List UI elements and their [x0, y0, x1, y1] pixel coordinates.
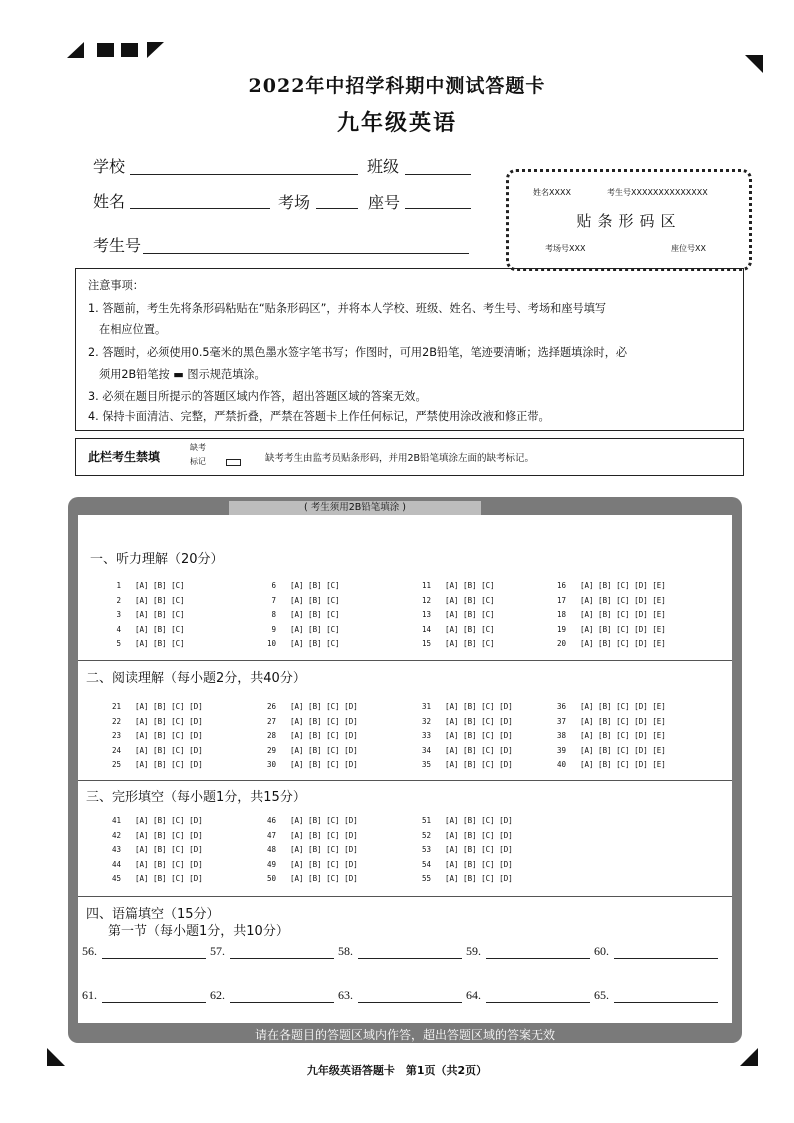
question-number: 2: [116, 595, 121, 605]
question-row[interactable]: [250, 874, 358, 883]
answer-options[interactable]: [A] [B] [C]: [135, 610, 185, 619]
blank-number: 61.: [82, 988, 97, 1002]
question-number: 41: [111, 816, 121, 825]
question-number: 11: [421, 581, 431, 590]
answer-options[interactable]: [A] [B] [C] [D] [E]: [580, 610, 666, 619]
question-row[interactable]: [250, 816, 358, 825]
answer-options[interactable]: [A] [B] [C]: [290, 595, 340, 605]
question-number: 46: [266, 816, 276, 825]
question-row[interactable]: [405, 596, 495, 605]
corner-mark-square-1: [97, 43, 114, 57]
question-number: 34: [421, 745, 431, 755]
answer-options[interactable]: [A] [B] [C] [D]: [290, 845, 358, 854]
notes-line-3: 2. 答题时，必须使用0.5毫米的黑色墨水签字笔书写；作图时，可用2B铅笔，笔迹要清晰；选择题填涂时，必: [88, 346, 628, 359]
blank-answer-line[interactable]: [358, 1002, 462, 1003]
question-number: 24: [111, 745, 121, 755]
blank-number: 57.: [210, 944, 225, 958]
notes-line-2: 在相应位置。: [99, 323, 167, 336]
question-number: 54: [421, 859, 431, 869]
barcode-exam-no: 考生号XXXXXXXXXXXXXX: [607, 188, 708, 197]
notes-line-4: 须用2B铅笔按 ▬ 图示规范填涂。: [99, 368, 266, 381]
question-row[interactable]: [540, 731, 666, 740]
answer-options[interactable]: [A] [B] [C] [D]: [290, 731, 358, 740]
answer-options[interactable]: [A] [B] [C] [D] [E]: [580, 760, 666, 769]
question-row[interactable]: [405, 760, 513, 769]
question-row[interactable]: [540, 746, 666, 755]
question-row[interactable]: [405, 625, 495, 634]
question-row[interactable]: [250, 746, 358, 755]
question-row[interactable]: [540, 760, 666, 769]
answer-options[interactable]: [A] [B] [C]: [445, 581, 495, 590]
absent-label-top: 缺考: [190, 443, 206, 452]
question-number: 10: [266, 639, 276, 648]
question-row[interactable]: [405, 639, 495, 648]
question-row[interactable]: [250, 702, 358, 711]
blank-number: 64.: [466, 988, 481, 1002]
question-row[interactable]: [405, 610, 495, 619]
blank-number: 56.: [82, 944, 97, 958]
question-row[interactable]: [95, 860, 203, 869]
answer-options[interactable]: [A] [B] [C] [D]: [135, 874, 203, 883]
question-number: 6: [271, 581, 276, 590]
answer-options[interactable]: [A] [B] [C] [D]: [445, 859, 513, 869]
exam-number-label: 考生号: [93, 236, 142, 255]
separator-1: [78, 660, 732, 661]
question-number: 27: [266, 716, 276, 726]
answer-options[interactable]: [A] [B] [C] [D]: [445, 874, 513, 883]
question-row[interactable]: [95, 610, 185, 619]
question-row[interactable]: [540, 702, 666, 711]
question-number: 40: [556, 760, 566, 769]
answer-options[interactable]: [A] [B] [C] [D]: [135, 859, 203, 869]
blank-answer-line[interactable]: [614, 1002, 718, 1003]
question-row[interactable]: [250, 845, 358, 854]
question-number: 25: [111, 760, 121, 769]
notes-title: 注意事项：: [88, 279, 144, 292]
question-number: 36: [556, 702, 566, 711]
question-row[interactable]: [95, 760, 203, 769]
question-number: 22: [111, 716, 121, 726]
listening-title: 一、听力理解（20分）: [90, 552, 224, 567]
answer-options[interactable]: [A] [B] [C] [D] [E]: [580, 702, 666, 711]
passage-subtitle: 第一节（每小题1分，共10分）: [108, 924, 289, 939]
blank-answer-line[interactable]: [102, 958, 206, 959]
forbidden-text: 缺考考生由监考员贴条形码，并用2B铅笔填涂左面的缺考标记。: [265, 453, 535, 464]
answer-options[interactable]: [A] [B] [C] [D]: [445, 731, 513, 740]
question-row[interactable]: [405, 702, 513, 711]
answer-options[interactable]: [A] [B] [C]: [290, 639, 340, 648]
answer-options[interactable]: [A] [B] [C] [D] [E]: [580, 639, 666, 648]
answer-options[interactable]: [A] [B] [C]: [290, 624, 340, 634]
question-number: 32: [421, 716, 431, 726]
question-number: 12: [421, 595, 431, 605]
class-label: 班级: [367, 157, 400, 176]
answer-options[interactable]: [A] [B] [C] [D]: [135, 731, 203, 740]
question-number: 29: [266, 745, 276, 755]
question-number: 1: [116, 581, 121, 590]
room-field[interactable]: [316, 208, 358, 209]
answer-options[interactable]: [A] [B] [C] [D]: [445, 716, 513, 726]
question-row[interactable]: [250, 625, 340, 634]
blank-answer-line[interactable]: [486, 1002, 590, 1003]
answer-options[interactable]: [A] [B] [C]: [135, 639, 185, 648]
page-title: 2022年中招学科期中测试答题卡: [248, 75, 546, 97]
question-row[interactable]: [95, 625, 185, 634]
question-row[interactable]: [540, 717, 666, 726]
answer-options[interactable]: [A] [B] [C]: [290, 610, 340, 619]
question-number: 38: [556, 731, 566, 740]
barcode-area: [506, 169, 752, 271]
absent-mark-box[interactable]: [226, 451, 241, 470]
corner-mark-tl-2: [147, 42, 164, 58]
question-number: 37: [556, 716, 566, 726]
blank-number: 58.: [338, 944, 353, 958]
question-number: 19: [556, 624, 566, 634]
room-label: 考场: [278, 193, 311, 212]
question-row[interactable]: [250, 639, 340, 648]
question-number: 3: [116, 610, 121, 619]
question-number: 7: [271, 595, 276, 605]
answer-options[interactable]: [A] [B] [C] [D]: [135, 816, 203, 825]
question-number: 13: [421, 610, 431, 619]
question-number: 42: [111, 830, 121, 840]
panel-head: ( 考生须用2B铅笔填涂 ): [229, 501, 481, 515]
answer-options[interactable]: [A] [B] [C]: [290, 581, 340, 590]
question-row[interactable]: [250, 717, 358, 726]
question-number: 9: [271, 624, 276, 634]
question-row[interactable]: [95, 717, 203, 726]
question-number: 21: [111, 702, 121, 711]
answer-options[interactable]: [A] [B] [C] [D]: [445, 845, 513, 854]
answer-options[interactable]: [A] [B] [C] [D] [E]: [580, 581, 666, 590]
seat-field[interactable]: [405, 208, 471, 209]
school-label: 学校: [93, 157, 126, 176]
answer-options[interactable]: [A] [B] [C] [D]: [445, 816, 513, 825]
question-row[interactable]: [250, 860, 358, 869]
question-number: 23: [111, 731, 121, 740]
question-number: 31: [421, 702, 431, 711]
barcode-name: 姓名XXXX: [533, 188, 571, 197]
notes-line-5: 3. 必须在题目所提示的答题区域内作答，超出答题区域的答案无效。: [88, 390, 427, 403]
question-row[interactable]: [250, 596, 340, 605]
question-number: 20: [556, 639, 566, 648]
forbidden-strip: [75, 438, 744, 476]
answer-options[interactable]: [A] [B] [C] [D]: [445, 760, 513, 769]
question-row[interactable]: [95, 731, 203, 740]
answer-options[interactable]: [A] [B] [C] [D]: [290, 816, 358, 825]
question-row[interactable]: [95, 874, 203, 883]
barcode-room: 考场号XXX: [545, 244, 586, 253]
answer-options[interactable]: [A] [B] [C]: [445, 624, 495, 634]
question-number: 47: [266, 830, 276, 840]
forbidden-label: 此栏考生禁填: [88, 450, 161, 464]
question-number: 39: [556, 745, 566, 755]
question-row[interactable]: [405, 731, 513, 740]
barcode-label: 贴条形码区: [576, 212, 682, 230]
answer-options[interactable]: [A] [B] [C] [D]: [290, 760, 358, 769]
question-number: 5: [116, 639, 121, 648]
answer-options[interactable]: [A] [B] [C]: [445, 639, 495, 648]
class-field[interactable]: [405, 174, 471, 175]
blank-answer-line[interactable]: [230, 958, 334, 959]
answer-options[interactable]: [A] [B] [C] [D] [E]: [580, 624, 666, 634]
question-row[interactable]: [405, 816, 513, 825]
question-row[interactable]: [540, 581, 666, 590]
question-row[interactable]: [95, 845, 203, 854]
question-number: 53: [421, 845, 431, 854]
corner-mark-square-2: [121, 43, 138, 57]
question-number: 4: [116, 624, 121, 634]
question-row[interactable]: [95, 596, 185, 605]
question-number: 49: [266, 859, 276, 869]
question-row[interactable]: [405, 746, 513, 755]
answer-options[interactable]: [A] [B] [C] [D]: [290, 702, 358, 711]
answer-options[interactable]: [A] [B] [C] [D]: [135, 760, 203, 769]
absent-label-bottom: 标记: [190, 457, 206, 466]
answer-options[interactable]: [A] [B] [C] [D]: [135, 845, 203, 854]
answer-options[interactable]: [A] [B] [C] [D]: [135, 716, 203, 726]
question-number: 43: [111, 845, 121, 854]
answer-options[interactable]: [A] [B] [C]: [445, 595, 495, 605]
answer-options[interactable]: [A] [B] [C] [D]: [290, 859, 358, 869]
question-number: 33: [421, 731, 431, 740]
blank-number: 60.: [594, 944, 609, 958]
answer-panel-inner: [78, 515, 732, 1023]
blank-number: 59.: [466, 944, 481, 958]
answer-options[interactable]: [A] [B] [C]: [445, 610, 495, 619]
question-row[interactable]: [540, 596, 666, 605]
answer-options[interactable]: [A] [B] [C] [D] [E]: [580, 731, 666, 740]
question-number: 44: [111, 859, 121, 869]
blank-answer-line[interactable]: [230, 1002, 334, 1003]
blank-answer-line[interactable]: [486, 958, 590, 959]
answer-options[interactable]: [A] [B] [C] [D]: [290, 830, 358, 840]
question-row[interactable]: [95, 581, 185, 590]
question-number: 50: [266, 874, 276, 883]
question-row[interactable]: [405, 860, 513, 869]
question-row[interactable]: [540, 610, 666, 619]
question-number: 8: [271, 610, 276, 619]
question-number: 30: [266, 760, 276, 769]
blank-answer-line[interactable]: [358, 958, 462, 959]
answer-options[interactable]: [A] [B] [C] [D]: [290, 716, 358, 726]
answer-options[interactable]: [A] [B] [C] [D]: [135, 830, 203, 840]
question-number: 48: [266, 845, 276, 854]
page-footer: 九年级英语答题卡 第1页（共2页）: [306, 1064, 488, 1077]
question-row[interactable]: [405, 874, 513, 883]
answer-options[interactable]: [A] [B] [C] [D]: [290, 745, 358, 755]
question-row[interactable]: [405, 831, 513, 840]
seat-label: 座号: [368, 193, 401, 212]
answer-options[interactable]: [A] [B] [C] [D] [E]: [580, 595, 666, 605]
blank-number: 65.: [594, 988, 609, 1002]
question-row[interactable]: [95, 831, 203, 840]
question-number: 52: [421, 830, 431, 840]
answer-options[interactable]: [A] [B] [C] [D]: [445, 702, 513, 711]
panel-foot: 请在各题目的答题区域内作答，超出答题区域的答案无效: [254, 1028, 555, 1042]
corner-mark-tl-1: [67, 42, 84, 58]
question-number: 55: [421, 874, 431, 883]
question-number: 28: [266, 731, 276, 740]
question-row[interactable]: [250, 581, 340, 590]
name-field[interactable]: [130, 208, 270, 209]
answer-options[interactable]: [A] [B] [C] [D] [E]: [580, 716, 666, 726]
question-row[interactable]: [95, 746, 203, 755]
question-row[interactable]: [250, 610, 340, 619]
answer-options[interactable]: [A] [B] [C]: [135, 581, 185, 590]
question-number: 51: [421, 816, 431, 825]
question-row[interactable]: [405, 845, 513, 854]
question-number: 14: [421, 624, 431, 634]
notes-line-1: 1. 答题前，考生先将条形码粘贴在“贴条形码区”，并将本人学校、班级、姓名、考生号、考场和座号填写: [88, 302, 607, 315]
question-number: 26: [266, 702, 276, 711]
question-row[interactable]: [540, 625, 666, 634]
question-number: 45: [111, 874, 121, 883]
answer-options[interactable]: [A] [B] [C] [D]: [290, 874, 358, 883]
blank-answer-line[interactable]: [102, 1002, 206, 1003]
question-row[interactable]: [405, 717, 513, 726]
answer-options[interactable]: [A] [B] [C] [D]: [135, 745, 203, 755]
separator-2: [78, 780, 732, 781]
answer-options[interactable]: [A] [B] [C]: [135, 595, 185, 605]
question-number: 16: [556, 581, 566, 590]
answer-options[interactable]: [A] [B] [C] [D] [E]: [580, 745, 666, 755]
question-row[interactable]: [95, 639, 185, 648]
question-row[interactable]: [95, 702, 203, 711]
question-number: 17: [556, 595, 566, 605]
answer-options[interactable]: [A] [B] [C] [D]: [445, 745, 513, 755]
name-label: 姓名: [93, 192, 126, 211]
answer-options[interactable]: [A] [B] [C] [D]: [135, 702, 203, 711]
question-number: 35: [421, 760, 431, 769]
school-field[interactable]: [130, 174, 358, 175]
answer-panel: [68, 497, 742, 1043]
notes-box: [75, 268, 744, 431]
answer-options[interactable]: [A] [B] [C]: [135, 624, 185, 634]
page-subtitle: 九年级英语: [336, 110, 457, 136]
question-row[interactable]: [250, 831, 358, 840]
question-row[interactable]: [95, 816, 203, 825]
question-number: 15: [421, 639, 431, 648]
notes-line-6: 4. 保持卡面清洁、完整，严禁折叠，严禁在答题卡上作任何标记，严禁使用涂改液和修正带。: [88, 410, 550, 423]
passage-title: 四、语篇填空（15分）: [86, 907, 220, 922]
question-row[interactable]: [405, 581, 495, 590]
blank-number: 62.: [210, 988, 225, 1002]
answer-options[interactable]: [A] [B] [C] [D]: [445, 830, 513, 840]
question-row[interactable]: [250, 760, 358, 769]
blank-number: 63.: [338, 988, 353, 1002]
blank-answer-line[interactable]: [614, 958, 718, 959]
cloze-title: 三、完形填空（每小题1分，共15分）: [86, 790, 306, 805]
separator-3: [78, 896, 732, 897]
exam-number-field[interactable]: [143, 253, 469, 254]
reading-title: 二、阅读理解（每小题2分，共40分）: [86, 671, 306, 686]
question-row[interactable]: [250, 731, 358, 740]
barcode-seat: 座位号XX: [671, 244, 706, 253]
question-number: 18: [556, 610, 566, 619]
question-row[interactable]: [540, 639, 666, 648]
